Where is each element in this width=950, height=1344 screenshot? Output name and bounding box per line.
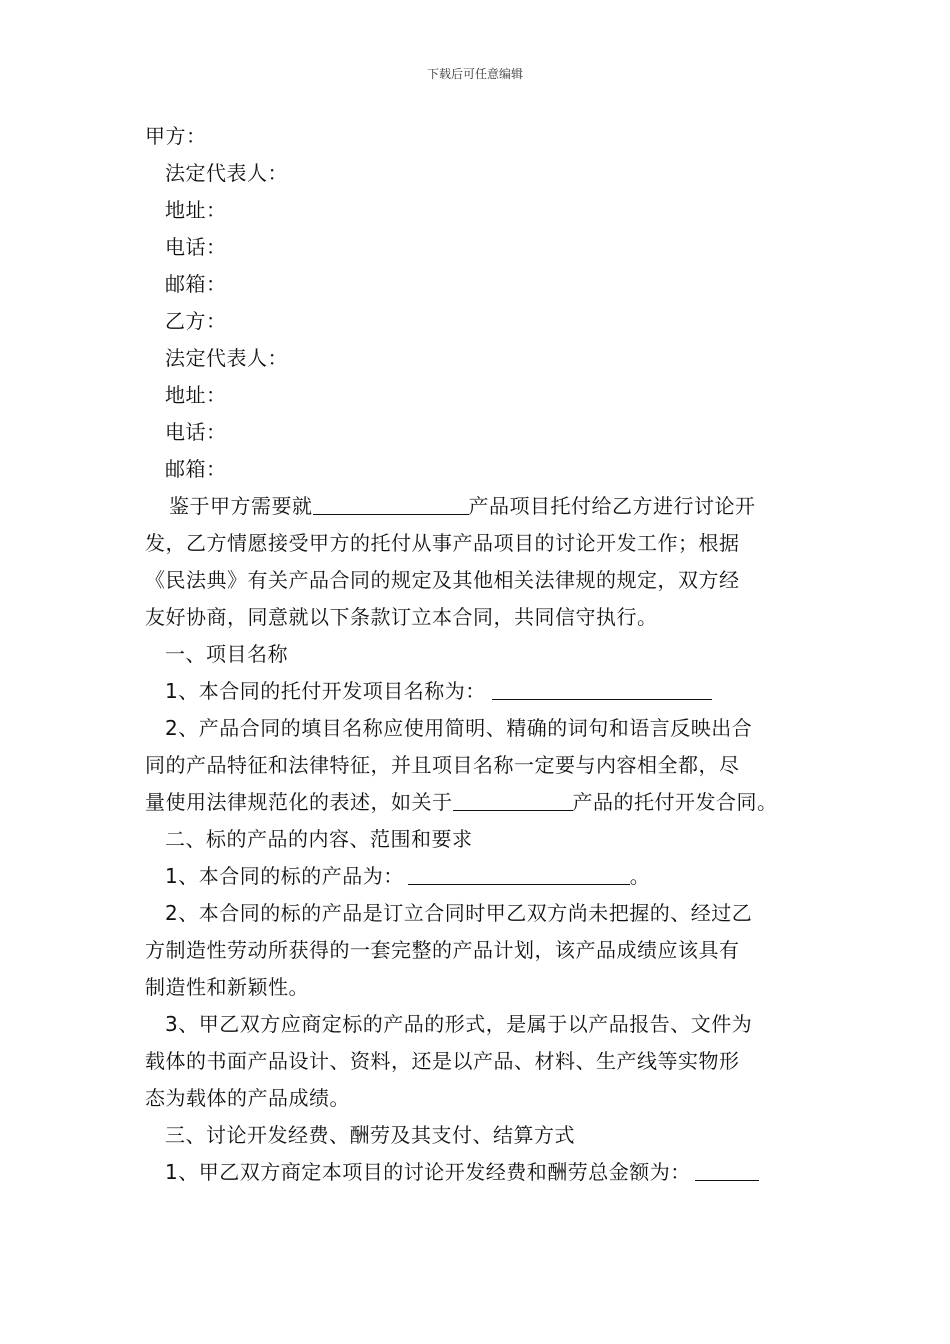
section-2-item-2-line-3: 制造性和新颖性。 <box>145 975 309 999</box>
section-1-item-2-line-2: 同的产品特征和法律特征，并且项目名称一定要与内容相全都，尽 <box>145 753 740 777</box>
page-header-note: 下载后可任意编辑 <box>426 67 523 81</box>
party-a-email: 邮箱： <box>165 272 227 296</box>
clause-text: 产品的托付开发合同。 <box>572 790 778 814</box>
clause-text: 1、甲乙双方商定本项目的讨论开发经费和酬劳总金额为： <box>165 1160 691 1184</box>
section-2-item-1 <box>145 858 825 895</box>
section-2-item-3-line-3: 态为载体的产品成绩。 <box>145 1086 350 1110</box>
preamble-line-1 <box>145 488 825 525</box>
section-1-item-2-line-1: 2、产品合同的填目名称应使用简明、精确的词句和语言反映出合 <box>165 716 753 740</box>
section-3-item-1 <box>145 1154 825 1191</box>
clause-text: 量使用法律规范化的表述，如关于 <box>145 790 453 814</box>
section-2-item-3-line-2: 载体的书面产品设计、资料，还是以产品、材料、生产线等实物形 <box>145 1049 740 1073</box>
party-a-rep: 法定代表人： <box>165 161 288 185</box>
preamble-text: 鉴于甲方需要就 <box>169 494 313 518</box>
section-2-item-2-line-1: 2、本合同的标的产品是订立合同时甲乙双方尚未把握的、经过乙 <box>165 901 753 925</box>
section-2-heading: 二、标的产品的内容、范围和要求 <box>165 827 473 851</box>
preamble-line-3: 《民法典》有关产品合同的规定及其他相关法律规的规定，双方经 <box>145 568 740 592</box>
section-1-heading: 一、项目名称 <box>165 642 288 666</box>
clause-text: 1、本合同的托付开发项目名称为： <box>165 679 486 703</box>
section-2-item-3-line-1: 3、甲乙双方应商定标的产品的形式，是属于以产品报告、文件为 <box>165 1012 753 1036</box>
section-1-item-1 <box>145 673 825 710</box>
party-a-title: 甲方： <box>145 124 207 148</box>
section-1-item-2-line-3 <box>145 784 825 821</box>
fill-in-blank <box>408 864 630 885</box>
party-a-phone: 电话： <box>165 235 227 259</box>
clause-text: 。 <box>629 864 651 888</box>
party-a-address: 地址： <box>165 198 227 222</box>
preamble-line-4: 友好协商，同意就以下条款订立本合同，共同信守执行。 <box>145 605 658 629</box>
party-b-address: 地址： <box>165 383 227 407</box>
party-b-phone: 电话： <box>165 420 227 444</box>
fill-in-blank <box>492 679 712 700</box>
party-b-title: 乙方： <box>165 309 227 333</box>
preamble-line-2: 发，乙方情愿接受甲方的托付从事产品项目的讨论开发工作；根据 <box>145 531 740 555</box>
section-3-heading: 三、讨论开发经费、酬劳及其支付、结算方式 <box>165 1123 575 1147</box>
contract-body <box>145 118 825 1191</box>
party-b-email: 邮箱： <box>165 457 227 481</box>
party-b-rep: 法定代表人： <box>165 346 288 370</box>
fill-in-blank <box>313 494 469 515</box>
fill-in-blank <box>453 790 573 811</box>
section-2-item-2-line-2: 方制造性劳动所获得的一套完整的产品计划，该产品成绩应该具有 <box>145 938 740 962</box>
preamble-text: 产品项目托付给乙方进行讨论开 <box>468 494 756 518</box>
clause-text: 1、本合同的标的产品为： <box>165 864 404 888</box>
fill-in-blank <box>695 1160 759 1181</box>
